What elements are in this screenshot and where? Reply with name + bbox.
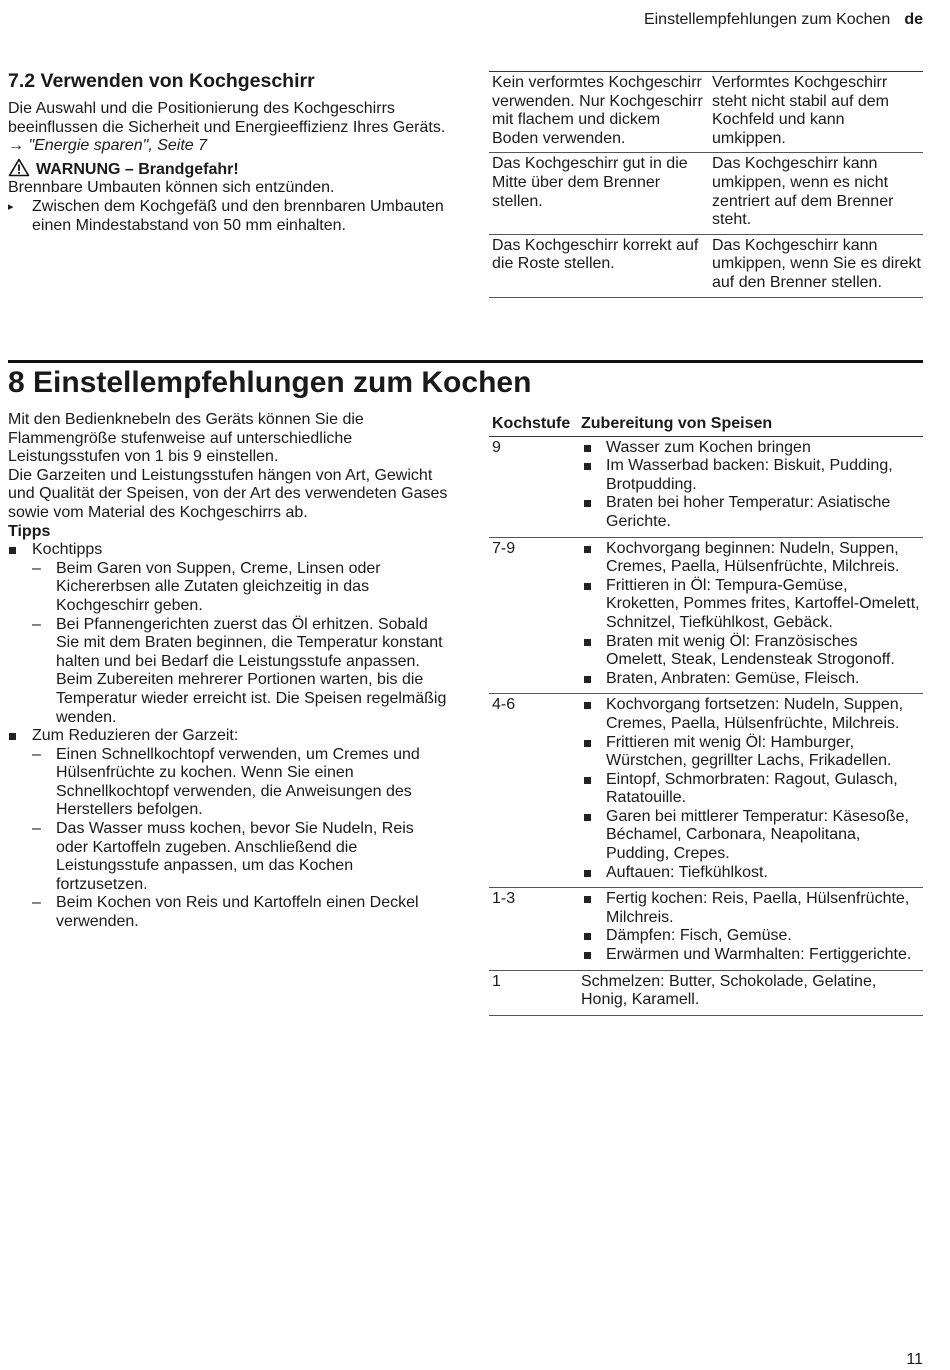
list-item	[581, 864, 921, 883]
table-row	[489, 436, 923, 537]
square-bullet-icon	[584, 463, 591, 470]
table-row	[489, 537, 923, 694]
list-item-text: Kochvorgang fortsetzen: Nudeln, Suppen, Cremes, Paella, Hülsenfrüchte, Milchreis.	[606, 696, 904, 732]
list-item	[8, 894, 448, 931]
list-item	[581, 946, 921, 965]
square-bullet-icon	[584, 933, 591, 940]
list-item	[8, 820, 448, 894]
chapter-divider	[8, 360, 923, 363]
table-row	[489, 970, 923, 1015]
square-bullet-icon	[584, 546, 591, 553]
list-item	[581, 540, 921, 577]
power-level-table	[489, 413, 923, 1016]
tips-heading: Tipps	[8, 522, 51, 540]
dash-bullet-icon: –	[32, 615, 41, 633]
table-row	[489, 153, 923, 234]
list-item-text: Beim Kochen von Reis und Kartoffeln einen Deckel verwenden.	[56, 894, 419, 931]
triangle-bullet-icon: ▸	[8, 200, 14, 213]
warning-step-text: Zwischen dem Kochgefäß und den brennbaren Umbauten einen Mindestabstand von 50 mm einhalten.	[32, 197, 444, 234]
list-item	[581, 696, 921, 733]
cookware-table	[489, 71, 923, 298]
cross-reference-link[interactable]: → "Energie sparen", Seite 7	[8, 137, 208, 155]
list-item-text: Braten, Anbraten: Gemüse, Fleisch.	[606, 669, 860, 687]
preparation-cell	[578, 888, 923, 970]
list-item	[581, 734, 921, 771]
list-item-text: Bei Pfannengerichten zuerst das Öl erhitzen. Sobald Sie mit dem Braten beginnen, die Temperatur konstant halten und bei Bedarf die Leistungsstufe anpassen. Beim Zubereiten mehrerer Portionen warten, bis die Temperatur wieder erreicht ist. Die Speisen regelmäßig wenden.	[56, 615, 447, 726]
language-code: de	[904, 11, 923, 28]
header-title: Einstellempfehlungen zum Kochen	[643, 11, 891, 28]
table-row	[489, 694, 923, 888]
chapter-8-body	[8, 411, 448, 932]
section-7-2	[8, 70, 448, 235]
list-item	[8, 616, 448, 728]
preparation-cell	[578, 694, 923, 888]
square-bullet-icon	[584, 639, 591, 646]
list-item	[581, 670, 921, 689]
warning-triangle-icon	[8, 158, 30, 177]
square-bullet-icon	[9, 733, 16, 740]
table-cell: Das Kochgeschirr kann umkippen, wenn es nicht zentriert auf dem Brenner steht.	[706, 153, 923, 234]
list-item-text: Beim Garen von Suppen, Creme, Linsen oder Kichererbsen alle Zutaten gleichzeitig in das Kochgeschirr geben.	[56, 559, 381, 614]
list-item-text: Eintopf, Schmorbraten: Ragout, Gulasch, Ratatouille.	[606, 770, 898, 807]
list-item-text: Wasser zum Kochen bringen	[606, 438, 811, 456]
list-item	[581, 457, 921, 494]
list-item	[581, 439, 921, 458]
list-item-text: Auftauen: Tiefkühlkost.	[606, 863, 768, 881]
list-item	[8, 746, 448, 820]
list-item	[581, 808, 921, 864]
level-cell: 1-3	[489, 888, 578, 970]
level-cell: 9	[489, 436, 578, 537]
square-bullet-icon	[584, 740, 591, 747]
list-item	[581, 890, 921, 927]
level-cell: 7-9	[489, 537, 578, 694]
section-7-2-intro: Die Auswahl und die Positionierung des Kochgeschirrs beeinflussen die Sicherheit und Energieeffizienz Ihres Geräts.	[8, 100, 446, 136]
table-row	[489, 234, 923, 297]
page-number: 11	[906, 1351, 923, 1368]
square-bullet-icon	[584, 896, 591, 903]
dash-bullet-icon: –	[32, 820, 41, 838]
paragraph: Die Garzeiten und Leistungsstufen hängen von Art, Gewicht und Qualität der Speisen, von der Art des verwendeten Gases sowie vom Material des Kochgeschirrs ab.	[8, 466, 448, 521]
list-item	[581, 633, 921, 670]
list-item	[8, 727, 448, 746]
list-item-text: Das Wasser muss kochen, bevor Sie Nudeln, Reis oder Kartoffeln zugeben. Anschließend die Leistungsstufe anpassen, um das Kochen fortzusetzen.	[56, 820, 414, 893]
dash-bullet-icon: –	[32, 745, 41, 763]
list-item	[8, 560, 448, 616]
dash-bullet-icon: –	[32, 894, 41, 912]
list-item	[581, 494, 921, 531]
warning-text: Brennbare Umbauten können sich entzünden.	[8, 179, 335, 197]
list-item-text: Einen Schnellkochtopf verwenden, um Cremes und Hülsenfrüchte zu kochen. Wenn Sie einen Schnellkochtopf verwenden, die Anweisungen des Herstellers befolgen.	[56, 745, 420, 819]
square-bullet-icon	[584, 583, 591, 590]
list-item-text: Fertig kochen: Reis, Paella, Hülsenfrüchte, Milchreis.	[606, 890, 910, 926]
list-item-text: Braten bei hoher Temperatur: Asiatische Gerichte.	[606, 494, 891, 530]
column-header-level: Kochstufe	[489, 413, 578, 436]
table-cell: Verformtes Kochgeschirr steht nicht stabil auf dem Kochfeld und kann umkippen.	[706, 72, 923, 153]
warning-step	[8, 198, 448, 235]
square-bullet-icon	[584, 814, 591, 821]
level-cell: 1	[489, 970, 578, 1015]
list-item	[581, 927, 921, 946]
chapter-8-heading: 8 Einstellempfehlungen zum Kochen	[8, 366, 532, 399]
warning-title: WARNUNG – Brandgefahr!	[36, 160, 239, 178]
square-bullet-icon	[584, 500, 591, 507]
preparation-cell	[578, 537, 923, 694]
list-item	[581, 771, 921, 808]
table-cell: Das Kochgeschirr korrekt auf die Roste stellen.	[489, 234, 706, 297]
table-row	[489, 72, 923, 153]
square-bullet-icon	[584, 702, 591, 709]
square-bullet-icon	[584, 676, 591, 683]
square-bullet-icon	[584, 870, 591, 877]
square-bullet-icon	[584, 777, 591, 784]
square-bullet-icon	[584, 952, 591, 959]
table-row	[489, 888, 923, 970]
column-header-preparation: Zubereitung von Speisen	[578, 413, 923, 436]
list-item-text: Im Wasserbad backen: Biskuit, Pudding, Brotpudding.	[606, 457, 893, 493]
table-header-row	[489, 413, 923, 436]
list-item-text: Frittieren in Öl: Tempura-Gemüse, Kroketten, Pommes frites, Kartoffel-Omelett, Schnitzel, Tiefkühlkost, Gebäck.	[606, 576, 920, 631]
list-item-text: Frittieren mit wenig Öl: Hamburger, Würstchen, gegrillter Lachs, Frikadellen.	[606, 733, 892, 770]
preparation-cell	[578, 436, 923, 537]
list-item	[581, 577, 921, 633]
list-item-text: Garen bei mittlerer Temperatur: Käsesoße, Béchamel, Carbonara, Neapolitana, Pudding, Crepes.	[606, 807, 909, 863]
list-item-text: Zum Reduzieren der Garzeit:	[32, 727, 239, 745]
list-item	[8, 541, 448, 560]
table-cell: Kein verformtes Kochgeschirr verwenden. Nur Kochgeschirr mit flachem und dickem Boden verwenden.	[489, 72, 706, 153]
preparation-cell: Schmelzen: Butter, Schokolade, Gelatine, Honig, Karamell.	[578, 970, 923, 1015]
paragraph: Mit den Bedienknebeln des Geräts können Sie die Flammengröße stufenweise auf unterschiedliche Leistungsstufen von 1 bis 9 einstellen.	[8, 411, 364, 466]
list-item-text: Braten mit wenig Öl: Französisches Omelett, Steak, Lendensteak Strogonoff.	[606, 632, 895, 669]
warning-heading	[8, 158, 448, 180]
list-item-text: Kochvorgang beginnen: Nudeln, Suppen, Cremes, Paella, Hülsenfrüchte, Milchreis.	[606, 539, 900, 576]
table-cell: Das Kochgeschirr kann umkippen, wenn Sie es direkt auf den Brenner stellen.	[706, 234, 923, 297]
table-cell: Das Kochgeschirr gut in die Mitte über dem Brenner stellen.	[489, 153, 706, 234]
list-item-text: Dämpfen: Fisch, Gemüse.	[606, 927, 792, 945]
square-bullet-icon	[584, 445, 591, 452]
list-item-text: Kochtipps	[32, 541, 103, 559]
running-header	[644, 11, 923, 30]
list-item-text: Erwärmen und Warmhalten: Fertiggerichte.	[606, 946, 912, 964]
square-bullet-icon	[9, 547, 16, 554]
dash-bullet-icon: –	[32, 559, 41, 577]
section-7-2-heading: 7.2 Verwenden von Kochgeschirr	[8, 70, 315, 92]
level-cell: 4-6	[489, 694, 578, 888]
